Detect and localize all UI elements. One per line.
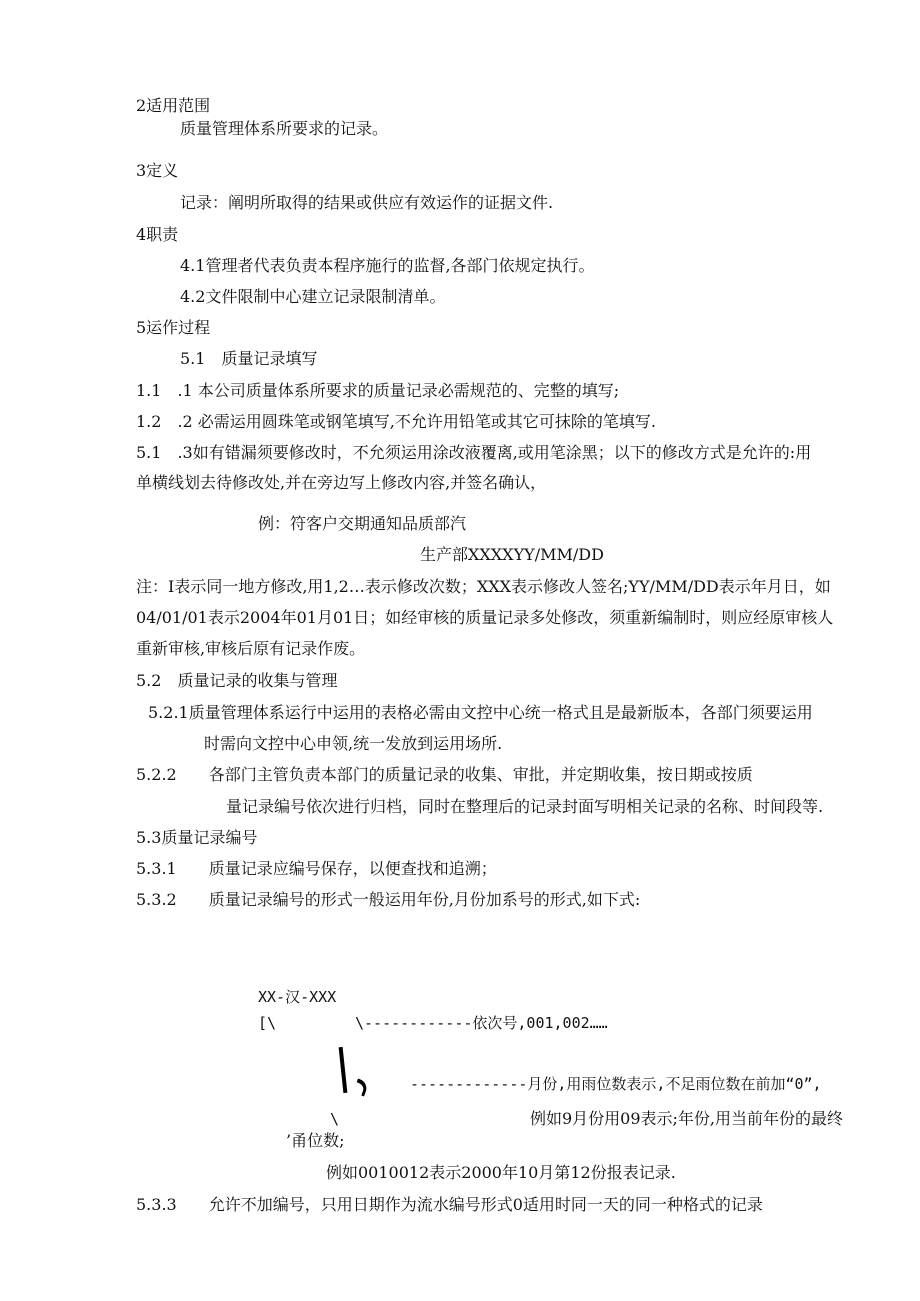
- note-line-3: 重新审核,审核后原有记录作废。: [136, 639, 366, 658]
- month-example: 例如9月份用09表示;年份,用当前年份的最终: [530, 1109, 844, 1128]
- section-5-3-title: 5.3质量记录编号: [136, 828, 258, 847]
- left-bracket-mark: [\: [258, 1014, 277, 1032]
- section-4-1: 4.1管理者代表负责本程序施行的监督,各部门依规定执行。: [180, 256, 595, 275]
- section-5-3-3: 5.3.3 允许不加编号，只用日期作为流水编号形式0适用时同一天的同一种格式的记录: [136, 1195, 763, 1214]
- note-line-1: 注：I表示同一地方修改,用1,2…表示修改次数；XXX表示修改人签名;YY/MM/DD表示年月日，如: [136, 577, 831, 596]
- section-2-title: 2适用范围: [136, 96, 211, 115]
- section-5-2-1-line2: 时需向文控中心申领,统一发放到运用场所.: [204, 734, 503, 753]
- section-3-body: 记录：阐明所取得的结果或供应有效运作的证据文件.: [180, 193, 554, 212]
- two-digit-note: ’甬位数;: [286, 1131, 345, 1150]
- number-example: 例如0010012表示2000年10月第12份报表记录.: [326, 1163, 676, 1182]
- note-line-2: 04/01/01表示2004年01月01日；如经审核的质量记录多处修改，须重新编制时，则应经原审核人: [136, 608, 834, 627]
- section-3-title: 3定义: [136, 161, 179, 180]
- section-5-1-3-line2: 单横线划去待修改处,并在旁边写上修改内容,并签名确认，: [136, 473, 547, 492]
- curved-stroke-mark: [353, 1078, 369, 1096]
- section-5-1-1: 1.1 .1 本公司质量体系所要求的质量记录必需规范的、完整的填写;: [136, 381, 620, 400]
- sequence-description: \------------依次号,001,002……: [355, 1014, 608, 1032]
- section-5-2-2-line2: 量记录编号依次进行归档，同时在整理后的记录封面写明相关记录的名称、时间段等.: [226, 797, 824, 816]
- small-slash-mark: \: [330, 1110, 340, 1128]
- section-5-1-title: 5.1 质量记录填写: [180, 349, 318, 368]
- example-line-2: 生产部XXXXYY/MM/DD: [420, 545, 604, 564]
- vertical-stroke-mark: [339, 1047, 348, 1093]
- section-5-title: 5运作过程: [136, 318, 211, 337]
- section-5-1-3-line1: 5.1 .3如有错漏须要修改时，不允须运用涂改液覆离,或用笔涂黑；以下的修改方式是允许的:用: [136, 443, 812, 462]
- section-2-body: 质量管理体系所要求的记录。: [180, 119, 389, 138]
- section-5-2-title: 5.2 质量记录的收集与管理: [136, 671, 338, 690]
- code-format: XX-汉-XXX: [258, 988, 337, 1006]
- section-5-2-1-line1: 5.2.1质量管理体系运行中运用的表格必需由文控中心统一格式且是最新版本，各部门须要运用: [148, 703, 813, 722]
- section-5-3-2: 5.3.2 质量记录编号的形式一般运用年份,月份加系号的形式,如下式:: [136, 890, 641, 909]
- section-5-3-1: 5.3.1 质量记录应编号保存，以便查找和追溯；: [136, 859, 497, 878]
- example-line-1: 例：符客户交期通知品质部汽: [258, 514, 467, 533]
- section-5-1-2: 1.2 .2 必需运用圆珠笔或钢笔填写,不允许用铅笔或其它可抹除的笔填写.: [136, 412, 656, 431]
- month-description: -------------月份,用雨位数表示,不足雨位数在前加“0”,: [410, 1075, 822, 1093]
- section-4-2: 4.2文件限制中心建立记录限制清单。: [180, 287, 446, 306]
- section-4-title: 4职责: [136, 225, 179, 244]
- section-5-2-2-line1: 5.2.2 各部门主管负责本部门的质量记录的收集、审批，并定期收集，按日期或按质: [136, 765, 753, 784]
